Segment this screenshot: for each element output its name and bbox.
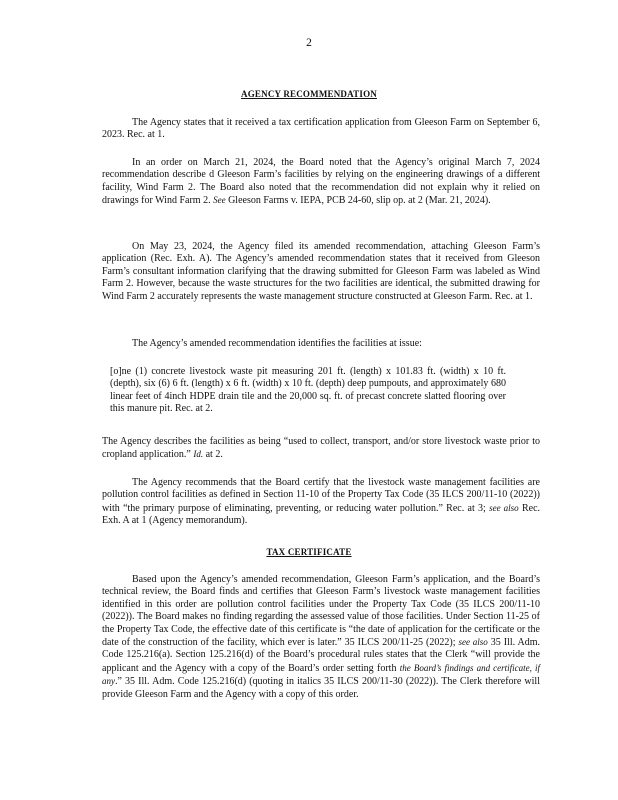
paragraph-board-finding bbox=[102, 574, 540, 701]
paragraph-text: The Agency states that it received a tax certification application from Gleeson Farm on September 6, 2023. Rec. at 1. bbox=[102, 117, 540, 141]
tax-certificate-heading: TAX CERTIFICATE bbox=[266, 547, 352, 557]
italic-quotation: the Board’s findings and certificate, if any bbox=[102, 662, 540, 687]
paragraph-agency-recommends bbox=[102, 477, 540, 528]
paragraph-application-received bbox=[102, 117, 540, 142]
signal-see-also: see also bbox=[489, 502, 519, 513]
signal-see: See bbox=[213, 195, 226, 206]
citation-text: Gleeson Farms v. IEPA, PCB 24-60, slip op. at 2 (Mar. 21, 2024). bbox=[228, 195, 491, 207]
paragraph-text: The Agency’s amended recommendation identifies the facilities at issue: bbox=[132, 338, 422, 349]
paragraph-march-order bbox=[102, 157, 540, 208]
paragraph-text: The Agency describes the facilities as being “used to collect, transport, and/or store livestock waste prior to cropland application.” bbox=[102, 436, 540, 461]
paragraph-text: On May 23, 2024, the Agency filed its amended recommendation, attaching Gleeson Farm’s application (Rec. Exh. A). The Agency’s amended recommendation states that it received from Gleeson Farm’s consultant information clarifying that the drawing submitted for Gleeson Farm was labeled as Wind Farm 2. However, because the waste structures for the two facilities are identical, the submitted drawing for Wind Farm 2 accurately represents the waste management structure constructed at Gleeson Farm. Rec. at 1. bbox=[102, 241, 540, 302]
signal-see-also: see also bbox=[458, 637, 488, 648]
paragraph-facility-use bbox=[102, 436, 540, 462]
agency-recommendation-heading: AGENCY RECOMMENDATION bbox=[241, 89, 377, 99]
paragraph-facilities-intro bbox=[102, 338, 540, 350]
citation-text: Rec. Exh. A at 1 (Agency memorandum). bbox=[102, 502, 541, 527]
signal-id: Id. bbox=[193, 449, 204, 460]
paragraph-amended-recommendation bbox=[102, 241, 540, 303]
block-quote-facilities bbox=[110, 366, 506, 416]
paragraph-text: The Agency recommends that the Board certify that the livestock waste management facilities are pollution control facilities as defined in Section 11-10 of the Property Tax Code (35 ILCS 200/11-10 (2022)) with “the primary purpose of eliminating, preventing, or reducing water pollution.” Rec. at 3; bbox=[102, 477, 540, 514]
paragraph-text: In an order on March 21, 2024, the Board noted that the Agency’s original March 7, 2024 recommendation describe d Gleeson Farm’s facilities by relying on the engineering drawings of a different facility, Wind Farm 2. The Board also noted that the recommendation did not explain why it relied on drawings for Wind Farm 2. bbox=[102, 157, 540, 207]
agency-recommendation-heading-wrap bbox=[0, 88, 618, 100]
page-number: 2 bbox=[306, 37, 312, 49]
quote-text: [o]ne (1) concrete livestock waste pit measuring 201 ft. (length) x 101.83 ft. (width) x 10 ft. (depth), six (6) 6 ft. (length) x 6 ft. (width) x 10 ft. (depth) deep pumpouts, and approximately 680 linear feet of 4inch HDPE drain tile and the 20,000 sq. ft. of precast concrete slatted flooring over this manure pit. Rec. at 2. bbox=[110, 366, 506, 415]
citation-text: at 2. bbox=[205, 449, 223, 461]
paragraph-text: Based upon the Agency’s amended recommendation, Gleeson Farm’s application, and the Board’s technical review, the Board finds and certifies that Gleeson Farm’s livestock waste management facilities identified in this order are pollution control facilities under the Property Tax Code (35 ILCS 200/11-10 (2022)). The Board makes no finding regarding the assessed value of those facilities. Under Section 11-25 of the Property Tax Code, the effective date of this certificate is “the date of application for the certificate or the date of the construction of the facility, which ever is later.” 35 ILCS 200/11-25 (2022); bbox=[102, 574, 540, 649]
tax-certificate-heading-wrap bbox=[0, 546, 618, 558]
paragraph-text: .” 35 Ill. Adm. Code 125.216(d) (quoting in italics 35 ILCS 200/11-30 (2022)). The Clerk therefore will provide Gleeson Farm and the Agency with a copy of this order. bbox=[102, 676, 540, 700]
paragraph-text: 35 Ill. Adm. Code 125.216(a). Section 125.216(d) of the Board’s procedural rules states that the Clerk “will provide the applicant and the Agency with a copy of the Board’s order setting forth bbox=[102, 637, 541, 674]
